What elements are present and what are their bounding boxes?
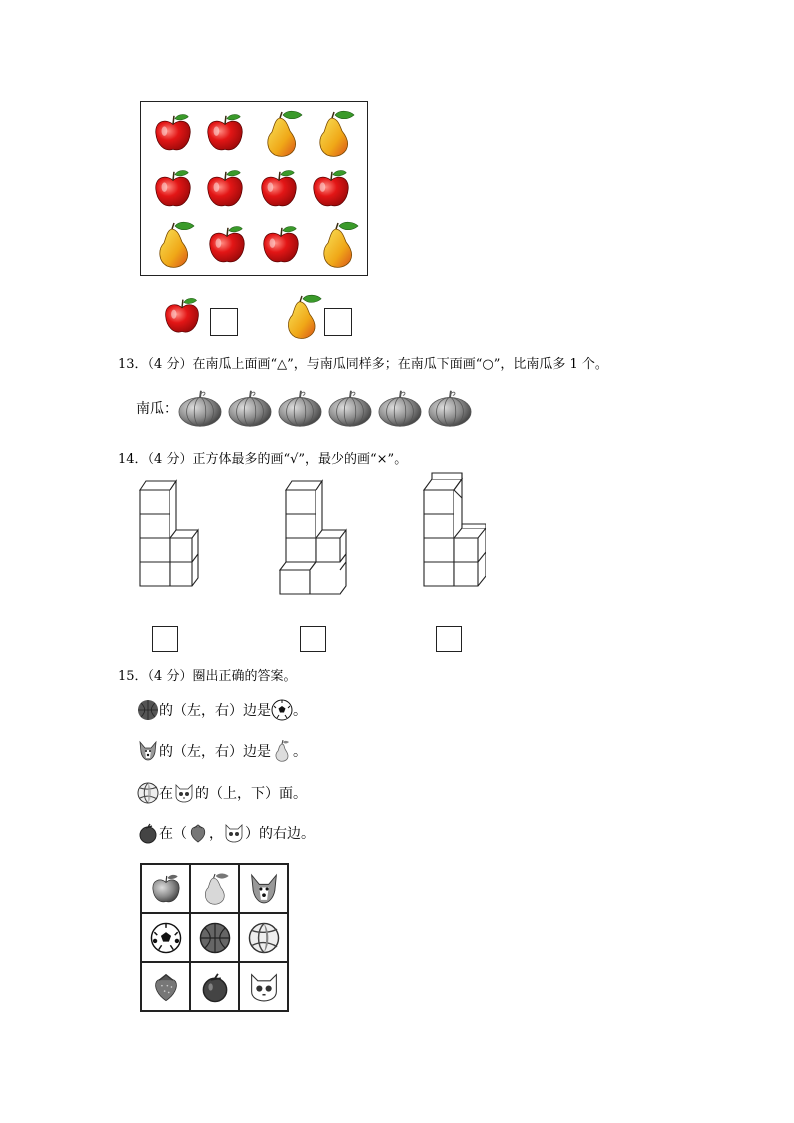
pear-icon	[280, 294, 324, 340]
q15-line-3	[137, 782, 307, 804]
basketball-icon	[199, 922, 231, 954]
soccer-ball-icon	[271, 699, 293, 721]
answer-box-c[interactable]	[436, 626, 462, 652]
fruit-row-2	[152, 166, 362, 218]
pumpkin-icon	[379, 391, 421, 426]
pumpkin-icon	[229, 391, 271, 426]
q15-line-2	[137, 740, 307, 762]
grid-cell-basketball	[190, 913, 239, 962]
cat-icon	[247, 970, 281, 1004]
apple-icon	[156, 114, 190, 149]
cat-icon	[173, 782, 195, 804]
apple-count-box[interactable]	[210, 308, 238, 336]
q15-line-1	[137, 699, 307, 721]
pumpkin-icon	[179, 391, 221, 426]
pumpkin-icon	[279, 391, 321, 426]
strawberry-icon	[187, 822, 209, 844]
answer-box-a[interactable]	[152, 626, 178, 652]
dog-icon	[137, 740, 159, 762]
apple-icon	[162, 296, 202, 336]
soccer-ball-icon	[150, 922, 182, 954]
cube-stack-c	[424, 473, 486, 586]
cat-icon	[223, 822, 245, 844]
fruit-row-3	[152, 221, 362, 275]
apple-icon	[208, 114, 242, 149]
pumpkin-row	[177, 386, 477, 434]
q15-line-2-text-a: 的（左，右）边是	[159, 744, 271, 760]
q15-line-4-text-a: 在（	[159, 826, 187, 842]
fruit-row-2-svg	[152, 166, 362, 214]
pear-icon	[320, 111, 354, 156]
pear-count-box[interactable]	[324, 308, 352, 336]
count-answer-strip	[140, 290, 368, 342]
basketball-icon	[137, 699, 159, 721]
dog-icon	[247, 872, 281, 906]
apple-icon	[264, 226, 298, 261]
pumpkin-row-svg	[177, 386, 477, 430]
pumpkin-icon	[329, 391, 371, 426]
grid-cell-soccer-ball	[141, 913, 190, 962]
pear-icon	[200, 871, 230, 907]
grid-cell-volleyball	[239, 913, 288, 962]
volleyball-icon	[248, 922, 280, 954]
pear-icon	[271, 740, 293, 762]
q15-line-3-text-a: 在	[159, 786, 173, 802]
apple-icon	[210, 226, 244, 261]
question-14-text: 14．（4 分）正方体最多的画“√”，最少的画“×”。	[118, 452, 408, 467]
apple-icon	[208, 170, 242, 205]
q15-line-2-text-b: 。	[293, 744, 307, 760]
grid-cell-apple	[141, 864, 190, 913]
answer-box-b[interactable]	[300, 626, 326, 652]
apple-icon	[314, 170, 348, 205]
pumpkin-label: 南瓜：	[136, 401, 178, 417]
grid-cell-strawberry	[141, 962, 190, 1011]
pear-icon	[268, 111, 302, 156]
strawberry-icon	[151, 971, 181, 1003]
cube-stack-a	[140, 481, 198, 586]
question-15-text: 15．（4 分）圈出正确的答案。	[118, 669, 297, 684]
pear-icon	[160, 222, 194, 267]
apple-icon	[262, 170, 296, 205]
q15-line-1-text-a: 的（左，右）边是	[159, 703, 271, 719]
grid-cell-pear	[190, 864, 239, 913]
grid-cell-dog	[239, 864, 288, 913]
fruit-row-1-svg	[152, 110, 362, 160]
grid-cell-cat	[239, 962, 288, 1011]
apple-icon	[150, 873, 182, 905]
question-13-text: 13．（4 分）在南瓜上面画“△”，与南瓜同样多；在南瓜下面画“○”，比南瓜多 1 个。	[118, 357, 608, 372]
tomato-icon	[199, 971, 231, 1003]
cube-figures	[136, 472, 486, 654]
pumpkin-icon	[429, 391, 471, 426]
q15-line-4-text-b: ，	[209, 826, 223, 842]
q15-line-1-text-b: 。	[293, 703, 307, 719]
pear-icon	[324, 222, 358, 267]
q15-line-4	[137, 822, 315, 844]
apple-icon	[156, 170, 190, 205]
grid-cell-tomato	[190, 962, 239, 1011]
picture-grid	[140, 863, 289, 1012]
fruit-row-3-svg	[152, 221, 362, 271]
fruit-row-1	[152, 110, 362, 164]
volleyball-icon	[137, 782, 159, 804]
q15-line-3-text-b: 的（上，下）面。	[195, 786, 307, 802]
q15-line-4-text-c: ）的右边。	[245, 826, 315, 842]
cube-stack-b	[280, 481, 346, 594]
tomato-icon	[137, 822, 159, 844]
